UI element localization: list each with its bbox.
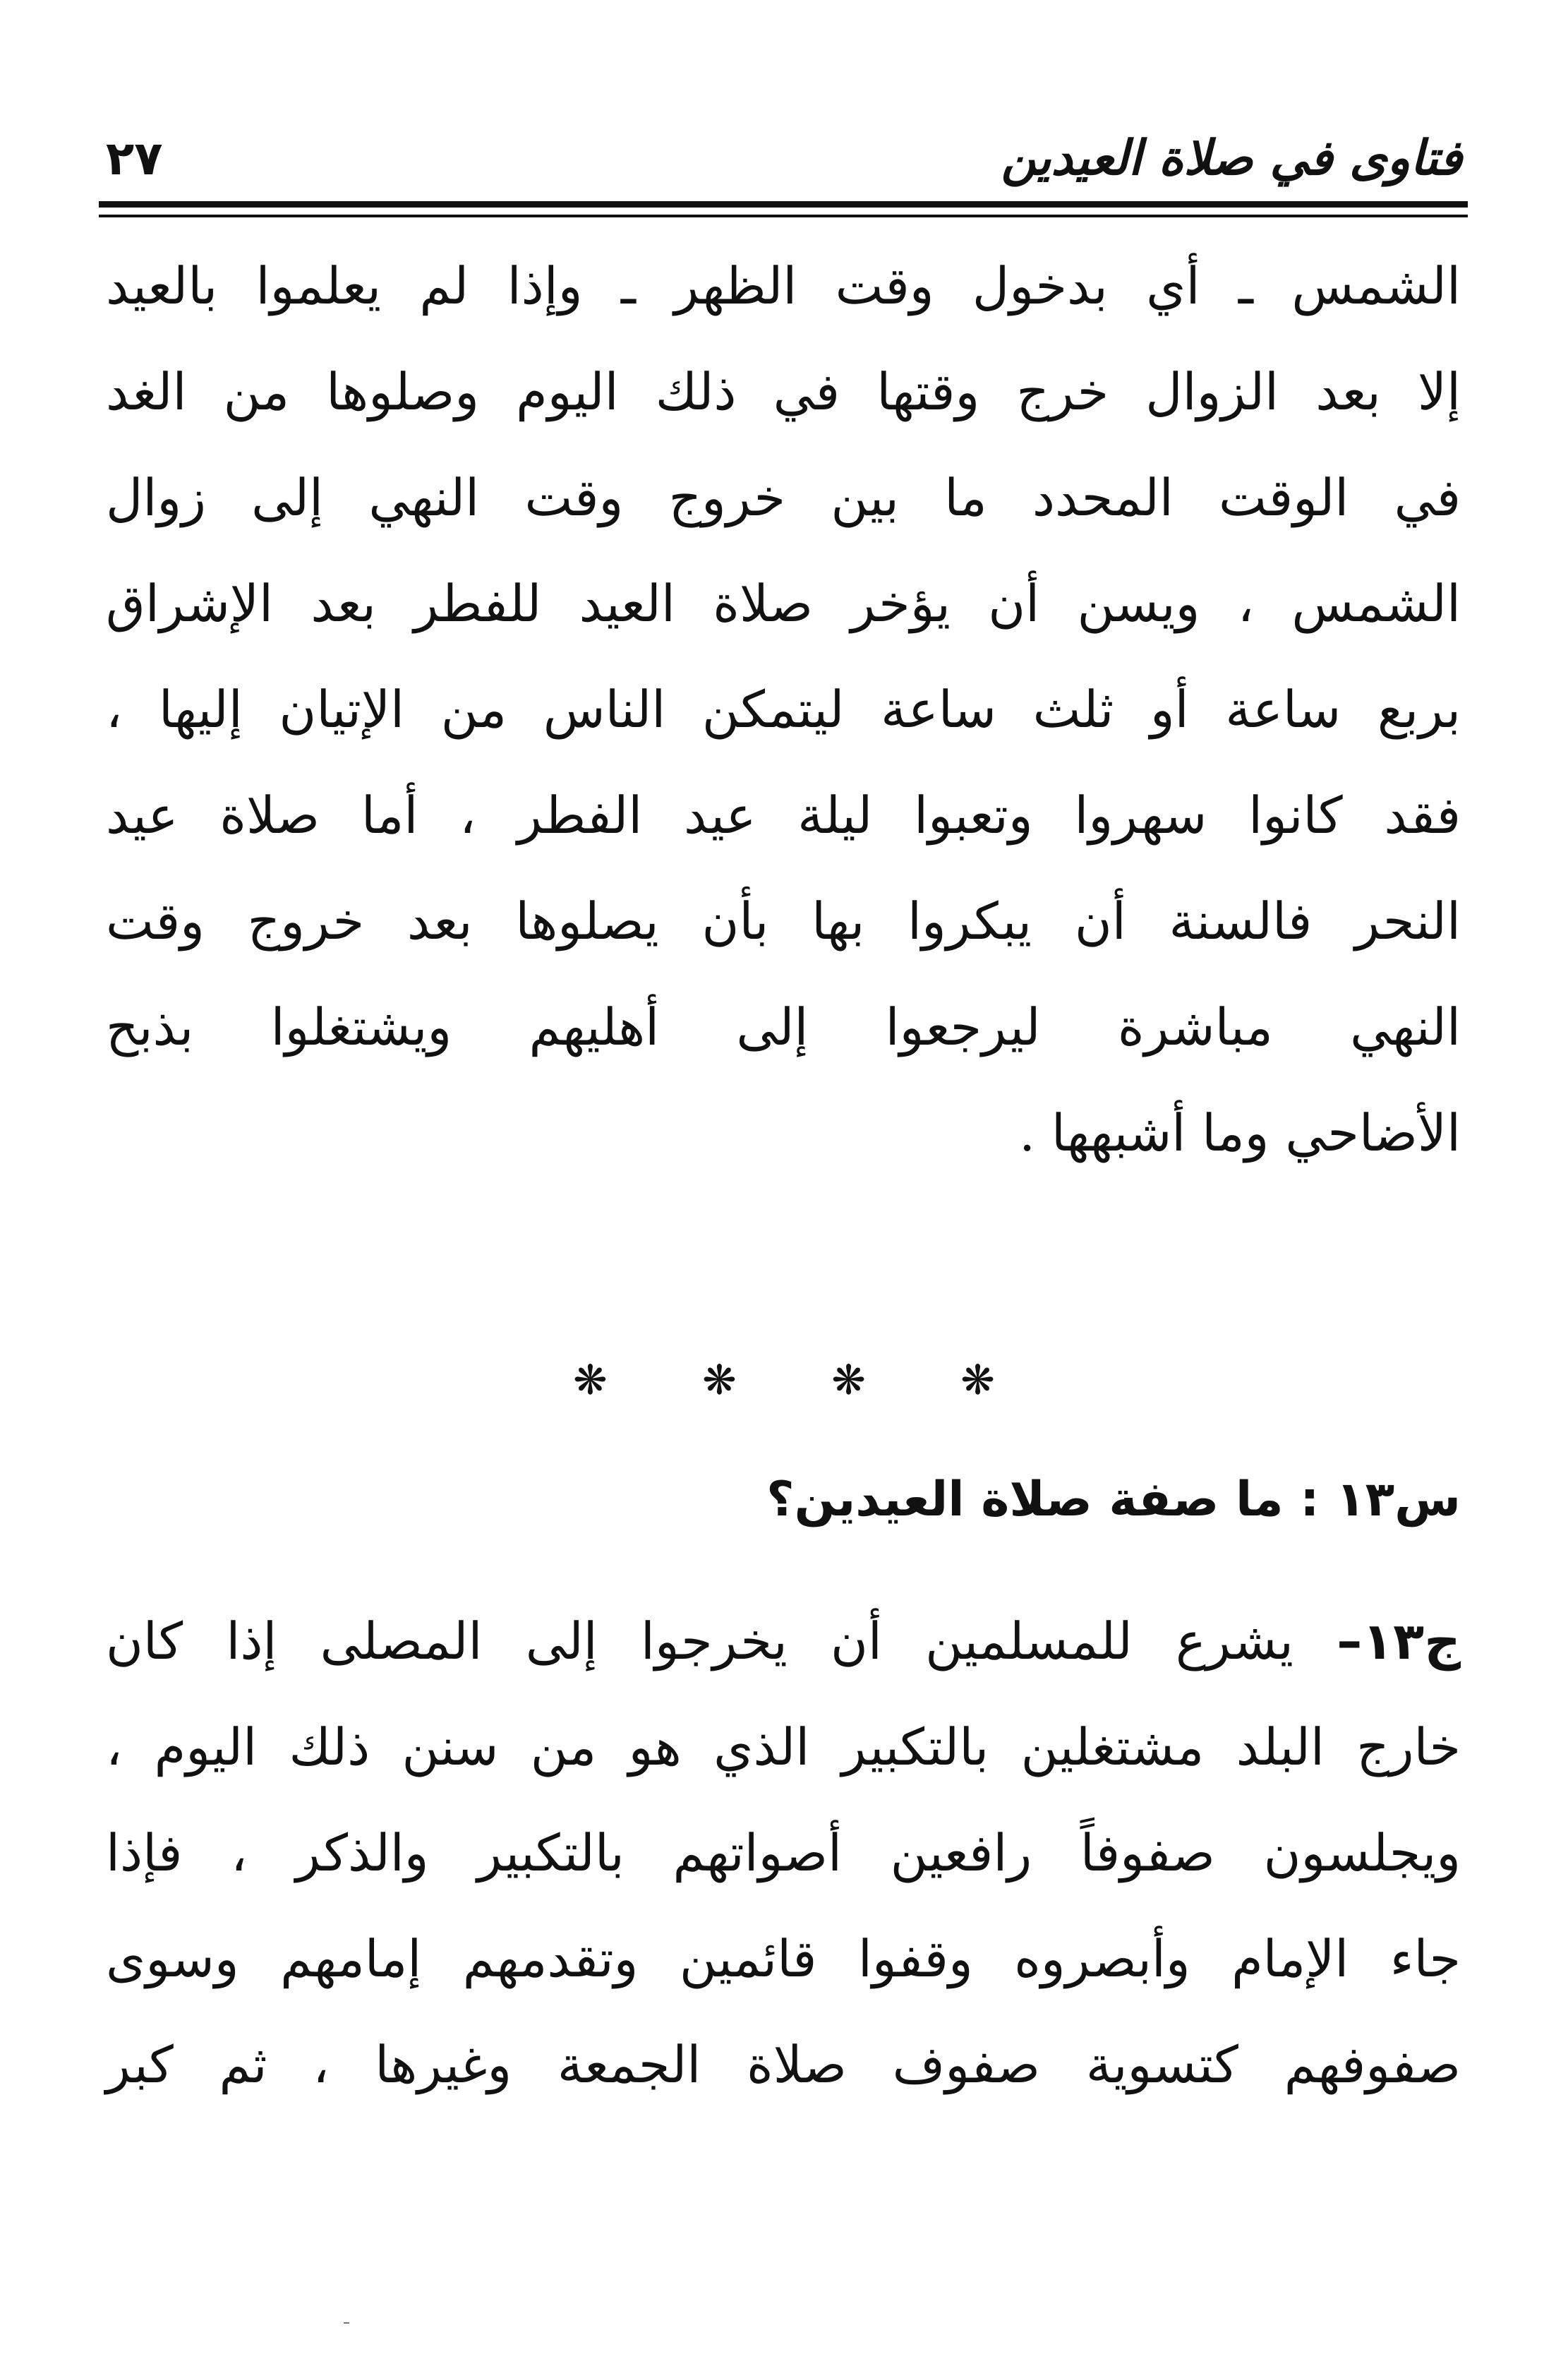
header-rule-thick <box>99 201 1468 208</box>
text-line: النحر فالسنة أن يبكروا بها بأن يصلوها بعد خروج وقت <box>106 891 1461 951</box>
text-line: جاء الإمام وأبصروه وقفوا قائمين وتقدمهم إمامهم وسوى <box>106 1929 1461 1988</box>
scan-speck <box>344 2322 349 2324</box>
text-line: في الوقت المحدد ما بين خروج وقت النهي إلى زوال <box>106 468 1461 527</box>
asterism-icon: ❋ <box>831 1356 866 1404</box>
header-rule-thin <box>99 215 1468 217</box>
text-line: الشمس ، ويسن أن يؤخر صلاة العيد للفطر بعد الإشراق <box>106 574 1461 633</box>
text-line: الأضاحي وما أشبهها . <box>1019 1103 1461 1163</box>
answer-first-line: يشرع للمسلمين أن يخرجوا إلى المصلى إذا كان <box>106 1611 1293 1671</box>
running-title: فتاوى في صلاة العيدين <box>1001 131 1462 186</box>
text-line: الشمس ـ أي بدخول وقت الظهر ـ وإذا لم يعلموا بالعيد <box>106 256 1461 316</box>
text-line: خارج البلد مشتغلين بالتكبير الذي هو من سنن ذلك اليوم ، <box>106 1717 1461 1777</box>
asterism-icon: ❋ <box>573 1356 608 1404</box>
answer-paragraph <box>106 1588 1461 2118</box>
page-number: ٢٧ <box>106 131 163 186</box>
text-line: صفوفهم كتسوية صفوف صلاة الجمعة وغيرها ، ثم كبر <box>106 2035 1461 2094</box>
text-line: إلا بعد الزوال خرج وقتها في ذلك اليوم وصلوها من الغد <box>106 362 1461 421</box>
text-line: فقد كانوا سهروا وتعبوا ليلة عيد الفطر ، أما صلاة عيد <box>106 786 1461 845</box>
asterism-icon: ❋ <box>960 1356 995 1404</box>
section-separator <box>0 1345 1568 1415</box>
text-line: بربع ساعة أو ثلث ساعة ليتمكن الناس من الإتيان إليها ، <box>106 680 1461 739</box>
text-line <box>106 1588 1461 1694</box>
paragraph-1 <box>106 233 1461 1186</box>
text-line: ويجلسون صفوفاً رافعين أصواتهم بالتكبير والذكر ، فإذا <box>106 1823 1461 1882</box>
text-line: النهي مباشرة ليرجعوا إلى أهليهم ويشتغلوا بذبح <box>106 997 1461 1057</box>
question-heading: س١٣ : ما صفة صلاة العيدين؟ <box>766 1472 1461 1527</box>
page-header <box>106 127 1462 191</box>
asterism-icon: ❋ <box>702 1356 737 1404</box>
answer-label: ج١٣– <box>1337 1611 1461 1671</box>
